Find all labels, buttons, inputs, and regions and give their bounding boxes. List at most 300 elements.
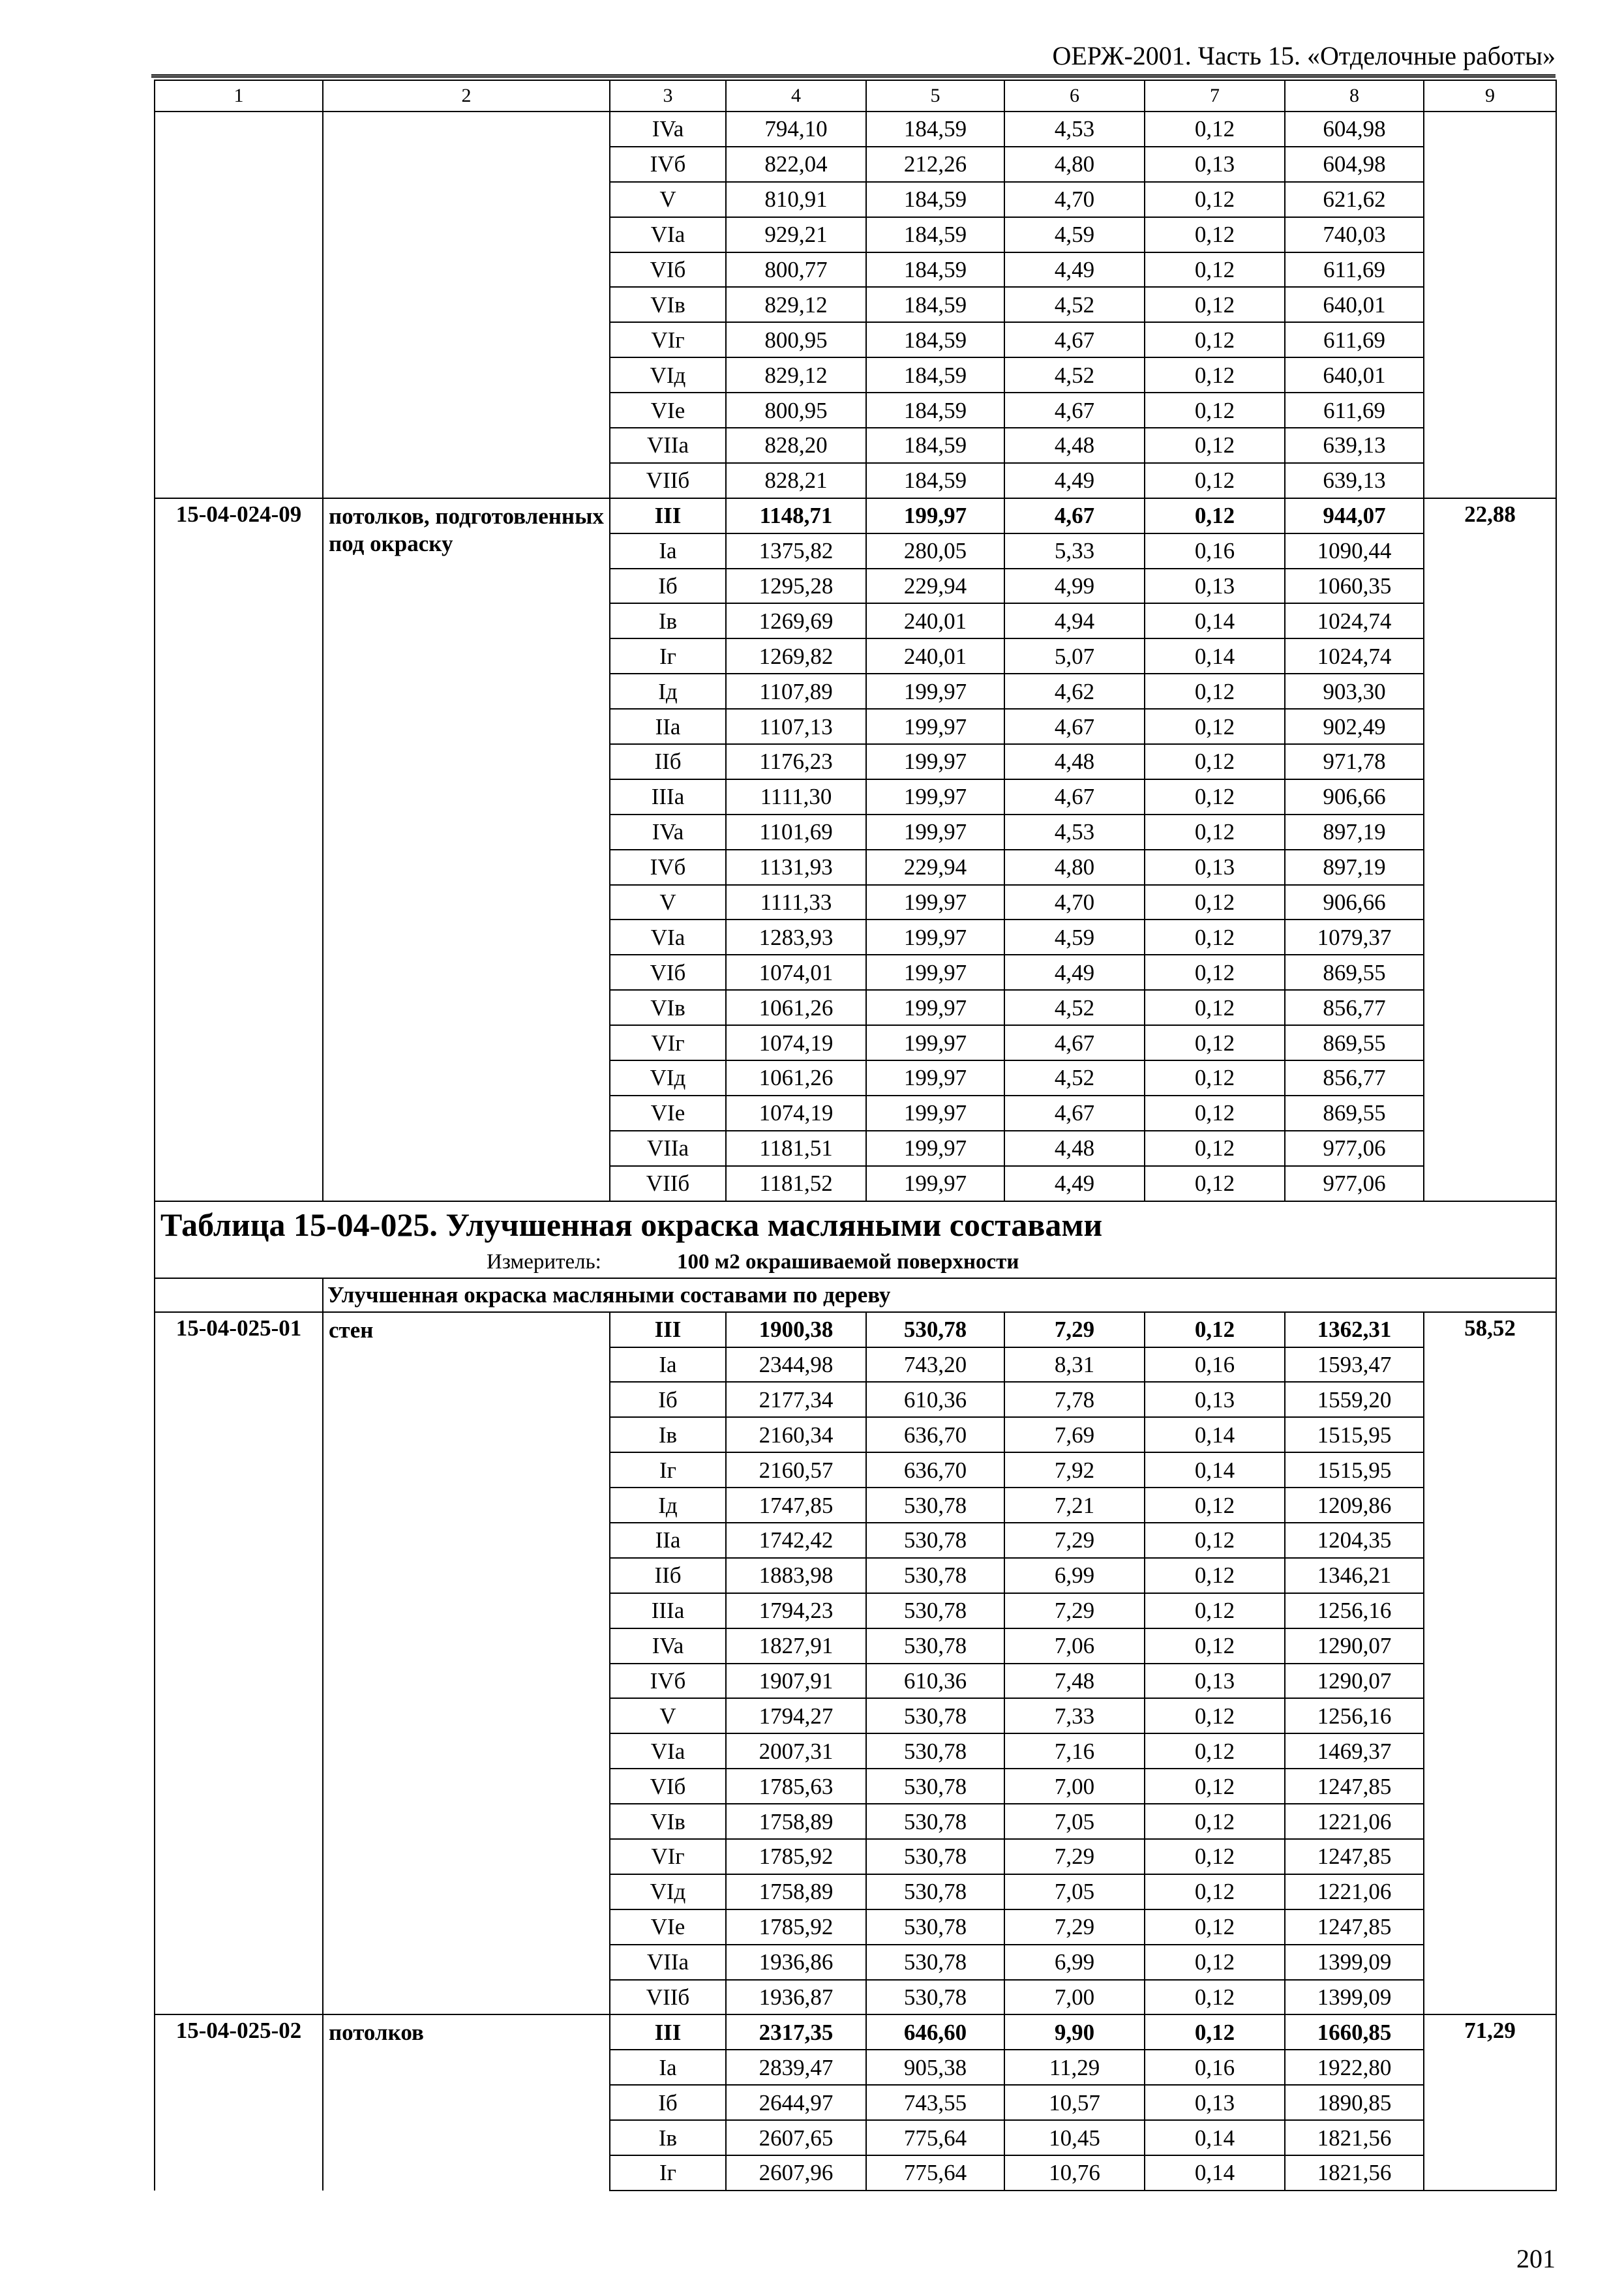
value-cell: 0,13	[1145, 1382, 1285, 1417]
value-cell: IVa	[610, 112, 726, 147]
value-cell: 902,49	[1285, 709, 1424, 744]
value-cell: 0,12	[1145, 1558, 1285, 1593]
value-cell: 0,12	[1145, 182, 1285, 217]
value-cell: 4,49	[1004, 1166, 1145, 1201]
value-cell: 184,59	[866, 322, 1004, 357]
value-cell: 800,95	[726, 322, 866, 357]
value-cell: 5,07	[1004, 638, 1145, 674]
value-cell: 280,05	[866, 533, 1004, 569]
value-cell: 1074,19	[726, 1025, 866, 1060]
value-cell: IVб	[610, 850, 726, 885]
value-cell: 530,78	[866, 1874, 1004, 1909]
value-cell: 1827,91	[726, 1628, 866, 1664]
value-cell: VIб	[610, 252, 726, 288]
value-cell: 6,99	[1004, 1558, 1145, 1593]
value-cell: 897,19	[1285, 850, 1424, 885]
value-cell: 743,20	[866, 1347, 1004, 1383]
value-cell: 2344,98	[726, 1347, 866, 1383]
value-cell: VIб	[610, 955, 726, 990]
value-cell: 1890,85	[1285, 2085, 1424, 2120]
column-number: 1	[155, 80, 323, 112]
value-cell: 743,55	[866, 2085, 1004, 2120]
value-cell: 199,97	[866, 674, 1004, 709]
value-cell: 977,06	[1285, 1131, 1424, 1166]
value-cell: 0,13	[1145, 147, 1285, 182]
value-cell: 0,12	[1145, 955, 1285, 990]
code-cell: 15-04-025-02	[155, 2014, 323, 2190]
value-cell: 1821,56	[1285, 2120, 1424, 2155]
value-cell: 11,29	[1004, 2050, 1145, 2085]
value-cell: Iв	[610, 1417, 726, 1452]
column-number-row	[155, 80, 1556, 112]
value-cell: 0,12	[1145, 463, 1285, 498]
code-cell: 15-04-025-01	[155, 1312, 323, 2015]
value-cell: 4,80	[1004, 850, 1145, 885]
value-cell: 640,01	[1285, 357, 1424, 393]
value-cell: V	[610, 182, 726, 217]
value-cell: 7,29	[1004, 1523, 1145, 1558]
value-cell: 1399,09	[1285, 1980, 1424, 2015]
value-cell: 4,62	[1004, 674, 1145, 709]
value-cell: 530,78	[866, 1733, 1004, 1769]
value-cell: 0,12	[1145, 393, 1285, 428]
value-cell: VIe	[610, 1909, 726, 1945]
value-cell: 530,78	[866, 1839, 1004, 1874]
value-cell: 1559,20	[1285, 1382, 1424, 1417]
value-cell: 7,06	[1004, 1628, 1145, 1664]
value-cell: 240,01	[866, 603, 1004, 638]
value-cell: 0,12	[1145, 1593, 1285, 1628]
value-cell: 199,97	[866, 1166, 1004, 1201]
column-number: 5	[866, 80, 1004, 112]
value-cell: 0,12	[1145, 779, 1285, 815]
value-cell: 856,77	[1285, 1060, 1424, 1096]
value-cell: 1399,09	[1285, 1945, 1424, 1980]
value-cell: 199,97	[866, 1131, 1004, 1166]
value-cell: 640,01	[1285, 287, 1424, 322]
value-cell: 828,21	[726, 463, 866, 498]
value-cell: 4,67	[1004, 709, 1145, 744]
value-cell: 1515,95	[1285, 1452, 1424, 1488]
value-cell: VIд	[610, 1060, 726, 1096]
value-cell: 2007,31	[726, 1733, 866, 1769]
value-cell: Iв	[610, 2120, 726, 2155]
value-cell: 184,59	[866, 182, 1004, 217]
value-cell: VIIб	[610, 1980, 726, 2015]
value-cell: 869,55	[1285, 1025, 1424, 1060]
value-cell: 199,97	[866, 744, 1004, 779]
value-cell: 4,52	[1004, 990, 1145, 1025]
value-cell: 2177,34	[726, 1382, 866, 1417]
value-cell: 4,67	[1004, 322, 1145, 357]
value-cell: 1515,95	[1285, 1417, 1424, 1452]
value-cell: 0,12	[1145, 498, 1285, 533]
value-cell: VIв	[610, 1804, 726, 1839]
column-number: 3	[610, 80, 726, 112]
value-cell: 199,97	[866, 885, 1004, 920]
value-cell: 977,06	[1285, 1166, 1424, 1201]
value-cell: 0,12	[1145, 1166, 1285, 1201]
value-cell: 0,14	[1145, 1452, 1285, 1488]
value-cell: 2160,57	[726, 1452, 866, 1488]
value-cell: 1283,93	[726, 920, 866, 955]
value-cell: 8,31	[1004, 1347, 1145, 1383]
value-cell: 199,97	[866, 779, 1004, 815]
value-cell: 530,78	[866, 1945, 1004, 1980]
value-cell: VIб	[610, 1769, 726, 1804]
column-number: 8	[1285, 80, 1424, 112]
value-cell: 1024,74	[1285, 603, 1424, 638]
value-cell: 775,64	[866, 2155, 1004, 2191]
name-cell: потолков, подготовленных под окраску	[323, 498, 610, 1201]
value-cell: 530,78	[866, 1909, 1004, 1945]
value-cell: 897,19	[1285, 815, 1424, 850]
value-cell: 0,12	[1145, 1945, 1285, 1980]
value-cell: 0,12	[1145, 744, 1285, 779]
code-cell: 15-04-024-09	[155, 498, 323, 1201]
value-cell: 1785,92	[726, 1839, 866, 1874]
value-cell: 4,70	[1004, 885, 1145, 920]
value-cell: 4,80	[1004, 147, 1145, 182]
value-cell: 1936,86	[726, 1945, 866, 1980]
name-cell: стен	[323, 1312, 610, 2015]
value-cell: 639,13	[1285, 428, 1424, 463]
value-cell: 1290,07	[1285, 1628, 1424, 1664]
value-cell: 1922,80	[1285, 2050, 1424, 2085]
value-cell: 611,69	[1285, 393, 1424, 428]
value-cell: 1221,06	[1285, 1874, 1424, 1909]
value-cell: 1821,56	[1285, 2155, 1424, 2191]
value-cell: IIIa	[610, 1593, 726, 1628]
value-cell: 1785,92	[726, 1909, 866, 1945]
value-cell: 1794,27	[726, 1698, 866, 1733]
value-cell: 7,16	[1004, 1733, 1145, 1769]
value-cell: 906,66	[1285, 885, 1424, 920]
value-cell: 0,16	[1145, 1347, 1285, 1383]
value-cell: Ia	[610, 2050, 726, 2085]
value-cell: 0,13	[1145, 850, 1285, 885]
name-cell: потолков	[323, 2014, 610, 2190]
value-cell: 0,12	[1145, 1839, 1285, 1874]
value-cell: 4,49	[1004, 463, 1145, 498]
table-row	[155, 1312, 1556, 1347]
value-cell: 1742,42	[726, 1523, 866, 1558]
value-cell: 0,12	[1145, 428, 1285, 463]
value-cell: 199,97	[866, 920, 1004, 955]
value-cell: 0,14	[1145, 2120, 1285, 2155]
value-cell: 530,78	[866, 1558, 1004, 1593]
value-cell: 7,00	[1004, 1769, 1145, 1804]
value-cell: 2160,34	[726, 1417, 866, 1452]
value-cell: 184,59	[866, 428, 1004, 463]
value-cell: Iг	[610, 2155, 726, 2191]
value-cell: V	[610, 885, 726, 920]
value-cell: 1204,35	[1285, 1523, 1424, 1558]
value-cell: VIa	[610, 920, 726, 955]
value-cell: 604,98	[1285, 147, 1424, 182]
value-cell: IIб	[610, 1558, 726, 1593]
measure-value: 100 м2 окрашиваемой поверхности	[677, 1249, 1019, 1274]
value-cell: 4,49	[1004, 252, 1145, 288]
value-cell: 0,12	[1145, 1096, 1285, 1131]
table-title-row	[155, 1201, 1556, 1278]
value-cell: VIд	[610, 357, 726, 393]
value-cell: 199,97	[866, 815, 1004, 850]
value-cell: 0,13	[1145, 569, 1285, 604]
value-cell: IVa	[610, 815, 726, 850]
value-cell: 1074,01	[726, 955, 866, 990]
value-cell: 199,97	[866, 1060, 1004, 1096]
value-cell: 0,12	[1145, 1312, 1285, 1347]
value-cell: 7,69	[1004, 1417, 1145, 1452]
value-cell: 794,10	[726, 112, 866, 147]
value-cell: 639,13	[1285, 463, 1424, 498]
value-cell: 1747,85	[726, 1488, 866, 1523]
value-cell: 0,12	[1145, 1523, 1285, 1558]
value-cell: 0,12	[1145, 885, 1285, 920]
value-cell: 530,78	[866, 1804, 1004, 1839]
value-cell: 1221,06	[1285, 1804, 1424, 1839]
value-cell: 611,69	[1285, 322, 1424, 357]
value-cell: 2644,97	[726, 2085, 866, 2120]
value-cell: 0,13	[1145, 1664, 1285, 1699]
value-cell: 0,12	[1145, 709, 1285, 744]
value-cell: 0,14	[1145, 603, 1285, 638]
value-cell: 184,59	[866, 287, 1004, 322]
value-cell: III	[610, 2014, 726, 2050]
value-cell: 1209,86	[1285, 1488, 1424, 1523]
value-cell: 636,70	[866, 1417, 1004, 1452]
value-cell: 0,12	[1145, 1909, 1285, 1945]
value-cell: 0,12	[1145, 1874, 1285, 1909]
value-cell: 7,00	[1004, 1980, 1145, 2015]
value-cell: VIд	[610, 1874, 726, 1909]
value-cell: III	[610, 498, 726, 533]
value-cell: Iв	[610, 603, 726, 638]
value-cell: 7,29	[1004, 1312, 1145, 1347]
section-subtitle: Улучшенная окраска масляными составами по дереву	[323, 1278, 1556, 1312]
value-cell: Iд	[610, 674, 726, 709]
value-cell: IIa	[610, 1523, 726, 1558]
value-cell: 0,12	[1145, 1060, 1285, 1096]
value-cell: 929,21	[726, 217, 866, 252]
value-cell: 610,36	[866, 1382, 1004, 1417]
value-cell: 829,12	[726, 357, 866, 393]
value-cell: 530,78	[866, 1593, 1004, 1628]
value-cell: IVa	[610, 1628, 726, 1664]
value-cell: 530,78	[866, 1488, 1004, 1523]
value-cell: 4,67	[1004, 779, 1145, 815]
value-cell: 199,97	[866, 1025, 1004, 1060]
value-cell: VIв	[610, 990, 726, 1025]
value-cell: 4,59	[1004, 920, 1145, 955]
value-cell: 199,97	[866, 498, 1004, 533]
value-cell: 4,67	[1004, 1025, 1145, 1060]
code-cell	[155, 112, 323, 498]
value-cell: 7,92	[1004, 1452, 1145, 1488]
value-cell: VIe	[610, 1096, 726, 1131]
value-cell: 212,26	[866, 147, 1004, 182]
value-cell: 0,12	[1145, 112, 1285, 147]
value-cell: 1181,52	[726, 1166, 866, 1201]
total-cell	[1424, 112, 1556, 498]
total-cell: 71,29	[1424, 2014, 1556, 2190]
value-cell: 530,78	[866, 1523, 1004, 1558]
value-cell: Iг	[610, 1452, 726, 1488]
value-cell: 944,07	[1285, 498, 1424, 533]
running-header: ОЕРЖ-2001. Часть 15. «Отделочные работы»	[1052, 41, 1556, 70]
column-number: 6	[1004, 80, 1145, 112]
value-cell: 611,69	[1285, 252, 1424, 288]
value-cell: 2839,47	[726, 2050, 866, 2085]
value-cell: 4,99	[1004, 569, 1145, 604]
column-number: 7	[1145, 80, 1285, 112]
column-number: 2	[323, 80, 610, 112]
value-cell: 1074,19	[726, 1096, 866, 1131]
value-cell: 1256,16	[1285, 1698, 1424, 1733]
value-cell: 1883,98	[726, 1558, 866, 1593]
column-number: 9	[1424, 80, 1556, 112]
value-cell: 9,90	[1004, 2014, 1145, 2050]
value-cell: 0,12	[1145, 1131, 1285, 1166]
value-cell: 4,59	[1004, 217, 1145, 252]
value-cell: 1375,82	[726, 533, 866, 569]
value-cell: 199,97	[866, 955, 1004, 990]
value-cell: 4,94	[1004, 603, 1145, 638]
rates-table-body	[155, 80, 1556, 2191]
value-cell: 1247,85	[1285, 1769, 1424, 1804]
value-cell: 199,97	[866, 990, 1004, 1025]
value-cell: 4,48	[1004, 744, 1145, 779]
value-cell: 1362,31	[1285, 1312, 1424, 1347]
value-cell: 7,48	[1004, 1664, 1145, 1699]
table-title-cell	[155, 1201, 1556, 1278]
value-cell: 184,59	[866, 357, 1004, 393]
value-cell: 1101,69	[726, 815, 866, 850]
value-cell: VIIa	[610, 1131, 726, 1166]
value-cell: 1469,37	[1285, 1733, 1424, 1769]
value-cell: 4,48	[1004, 428, 1145, 463]
value-cell: VIe	[610, 393, 726, 428]
value-cell: 184,59	[866, 217, 1004, 252]
value-cell: 530,78	[866, 1312, 1004, 1347]
value-cell: 4,67	[1004, 498, 1145, 533]
measure-label: Измеритель:	[487, 1249, 601, 1274]
value-cell: VIг	[610, 1839, 726, 1874]
value-cell: VIг	[610, 1025, 726, 1060]
value-cell: 0,12	[1145, 990, 1285, 1025]
subtitle-spacer	[155, 1278, 323, 1312]
value-cell: 0,12	[1145, 1769, 1285, 1804]
value-cell: 1111,30	[726, 779, 866, 815]
value-cell: 7,29	[1004, 1839, 1145, 1874]
value-cell: 4,67	[1004, 1096, 1145, 1131]
value-cell: 1090,44	[1285, 533, 1424, 569]
value-cell: 971,78	[1285, 744, 1424, 779]
value-cell: IVб	[610, 147, 726, 182]
value-cell: 0,12	[1145, 287, 1285, 322]
value-cell: 1295,28	[726, 569, 866, 604]
value-cell: 199,97	[866, 709, 1004, 744]
value-cell: 1269,82	[726, 638, 866, 674]
value-cell: 1936,87	[726, 1980, 866, 2015]
value-cell: 740,03	[1285, 217, 1424, 252]
value-cell: 903,30	[1285, 674, 1424, 709]
value-cell: 1061,26	[726, 1060, 866, 1096]
value-cell: 869,55	[1285, 1096, 1424, 1131]
total-cell: 58,52	[1424, 1312, 1556, 2015]
value-cell: 7,21	[1004, 1488, 1145, 1523]
value-cell: 199,97	[866, 1096, 1004, 1131]
value-cell: 0,12	[1145, 1025, 1285, 1060]
table-row	[155, 2014, 1556, 2050]
value-cell: 530,78	[866, 1980, 1004, 2015]
value-cell: 7,05	[1004, 1804, 1145, 1839]
value-cell: 7,78	[1004, 1382, 1145, 1417]
value-cell: 800,95	[726, 393, 866, 428]
value-cell: 4,52	[1004, 1060, 1145, 1096]
value-cell: 2607,65	[726, 2120, 866, 2155]
value-cell: 4,67	[1004, 393, 1145, 428]
value-cell: VIa	[610, 1733, 726, 1769]
value-cell: 822,04	[726, 147, 866, 182]
value-cell: 0,12	[1145, 1804, 1285, 1839]
value-cell: IVб	[610, 1664, 726, 1699]
value-cell: Ia	[610, 1347, 726, 1383]
value-cell: Iг	[610, 638, 726, 674]
value-cell: 856,77	[1285, 990, 1424, 1025]
value-cell: 1107,89	[726, 674, 866, 709]
value-cell: 4,48	[1004, 1131, 1145, 1166]
page-number: 201	[1516, 2244, 1556, 2273]
value-cell: 1785,63	[726, 1769, 866, 1804]
value-cell: 0,13	[1145, 2085, 1285, 2120]
value-cell: 1148,71	[726, 498, 866, 533]
value-cell: 530,78	[866, 1628, 1004, 1664]
value-cell: 0,12	[1145, 1488, 1285, 1523]
value-cell: 0,12	[1145, 674, 1285, 709]
value-cell: 1111,33	[726, 885, 866, 920]
value-cell: 6,99	[1004, 1945, 1145, 1980]
value-cell: 0,14	[1145, 1417, 1285, 1452]
header-rule	[151, 74, 1556, 78]
value-cell: 10,57	[1004, 2085, 1145, 2120]
value-cell: III	[610, 1312, 726, 1347]
value-cell: 7,29	[1004, 1909, 1145, 1945]
value-cell: 240,01	[866, 638, 1004, 674]
value-cell: 1131,93	[726, 850, 866, 885]
value-cell: 1660,85	[1285, 2014, 1424, 2050]
value-cell: 610,36	[866, 1664, 1004, 1699]
value-cell: 1256,16	[1285, 1593, 1424, 1628]
value-cell: 184,59	[866, 393, 1004, 428]
value-cell: 0,12	[1145, 920, 1285, 955]
value-cell: 1181,51	[726, 1131, 866, 1166]
table-row	[155, 498, 1556, 533]
value-cell: 1346,21	[1285, 1558, 1424, 1593]
value-cell: 604,98	[1285, 112, 1424, 147]
name-cell	[323, 112, 610, 498]
value-cell: Iб	[610, 569, 726, 604]
value-cell: 0,12	[1145, 1733, 1285, 1769]
value-cell: 829,12	[726, 287, 866, 322]
value-cell: 1107,13	[726, 709, 866, 744]
value-cell: 229,94	[866, 850, 1004, 885]
value-cell: 4,52	[1004, 357, 1145, 393]
value-cell: IIa	[610, 709, 726, 744]
value-cell: 4,53	[1004, 112, 1145, 147]
value-cell: 775,64	[866, 2120, 1004, 2155]
